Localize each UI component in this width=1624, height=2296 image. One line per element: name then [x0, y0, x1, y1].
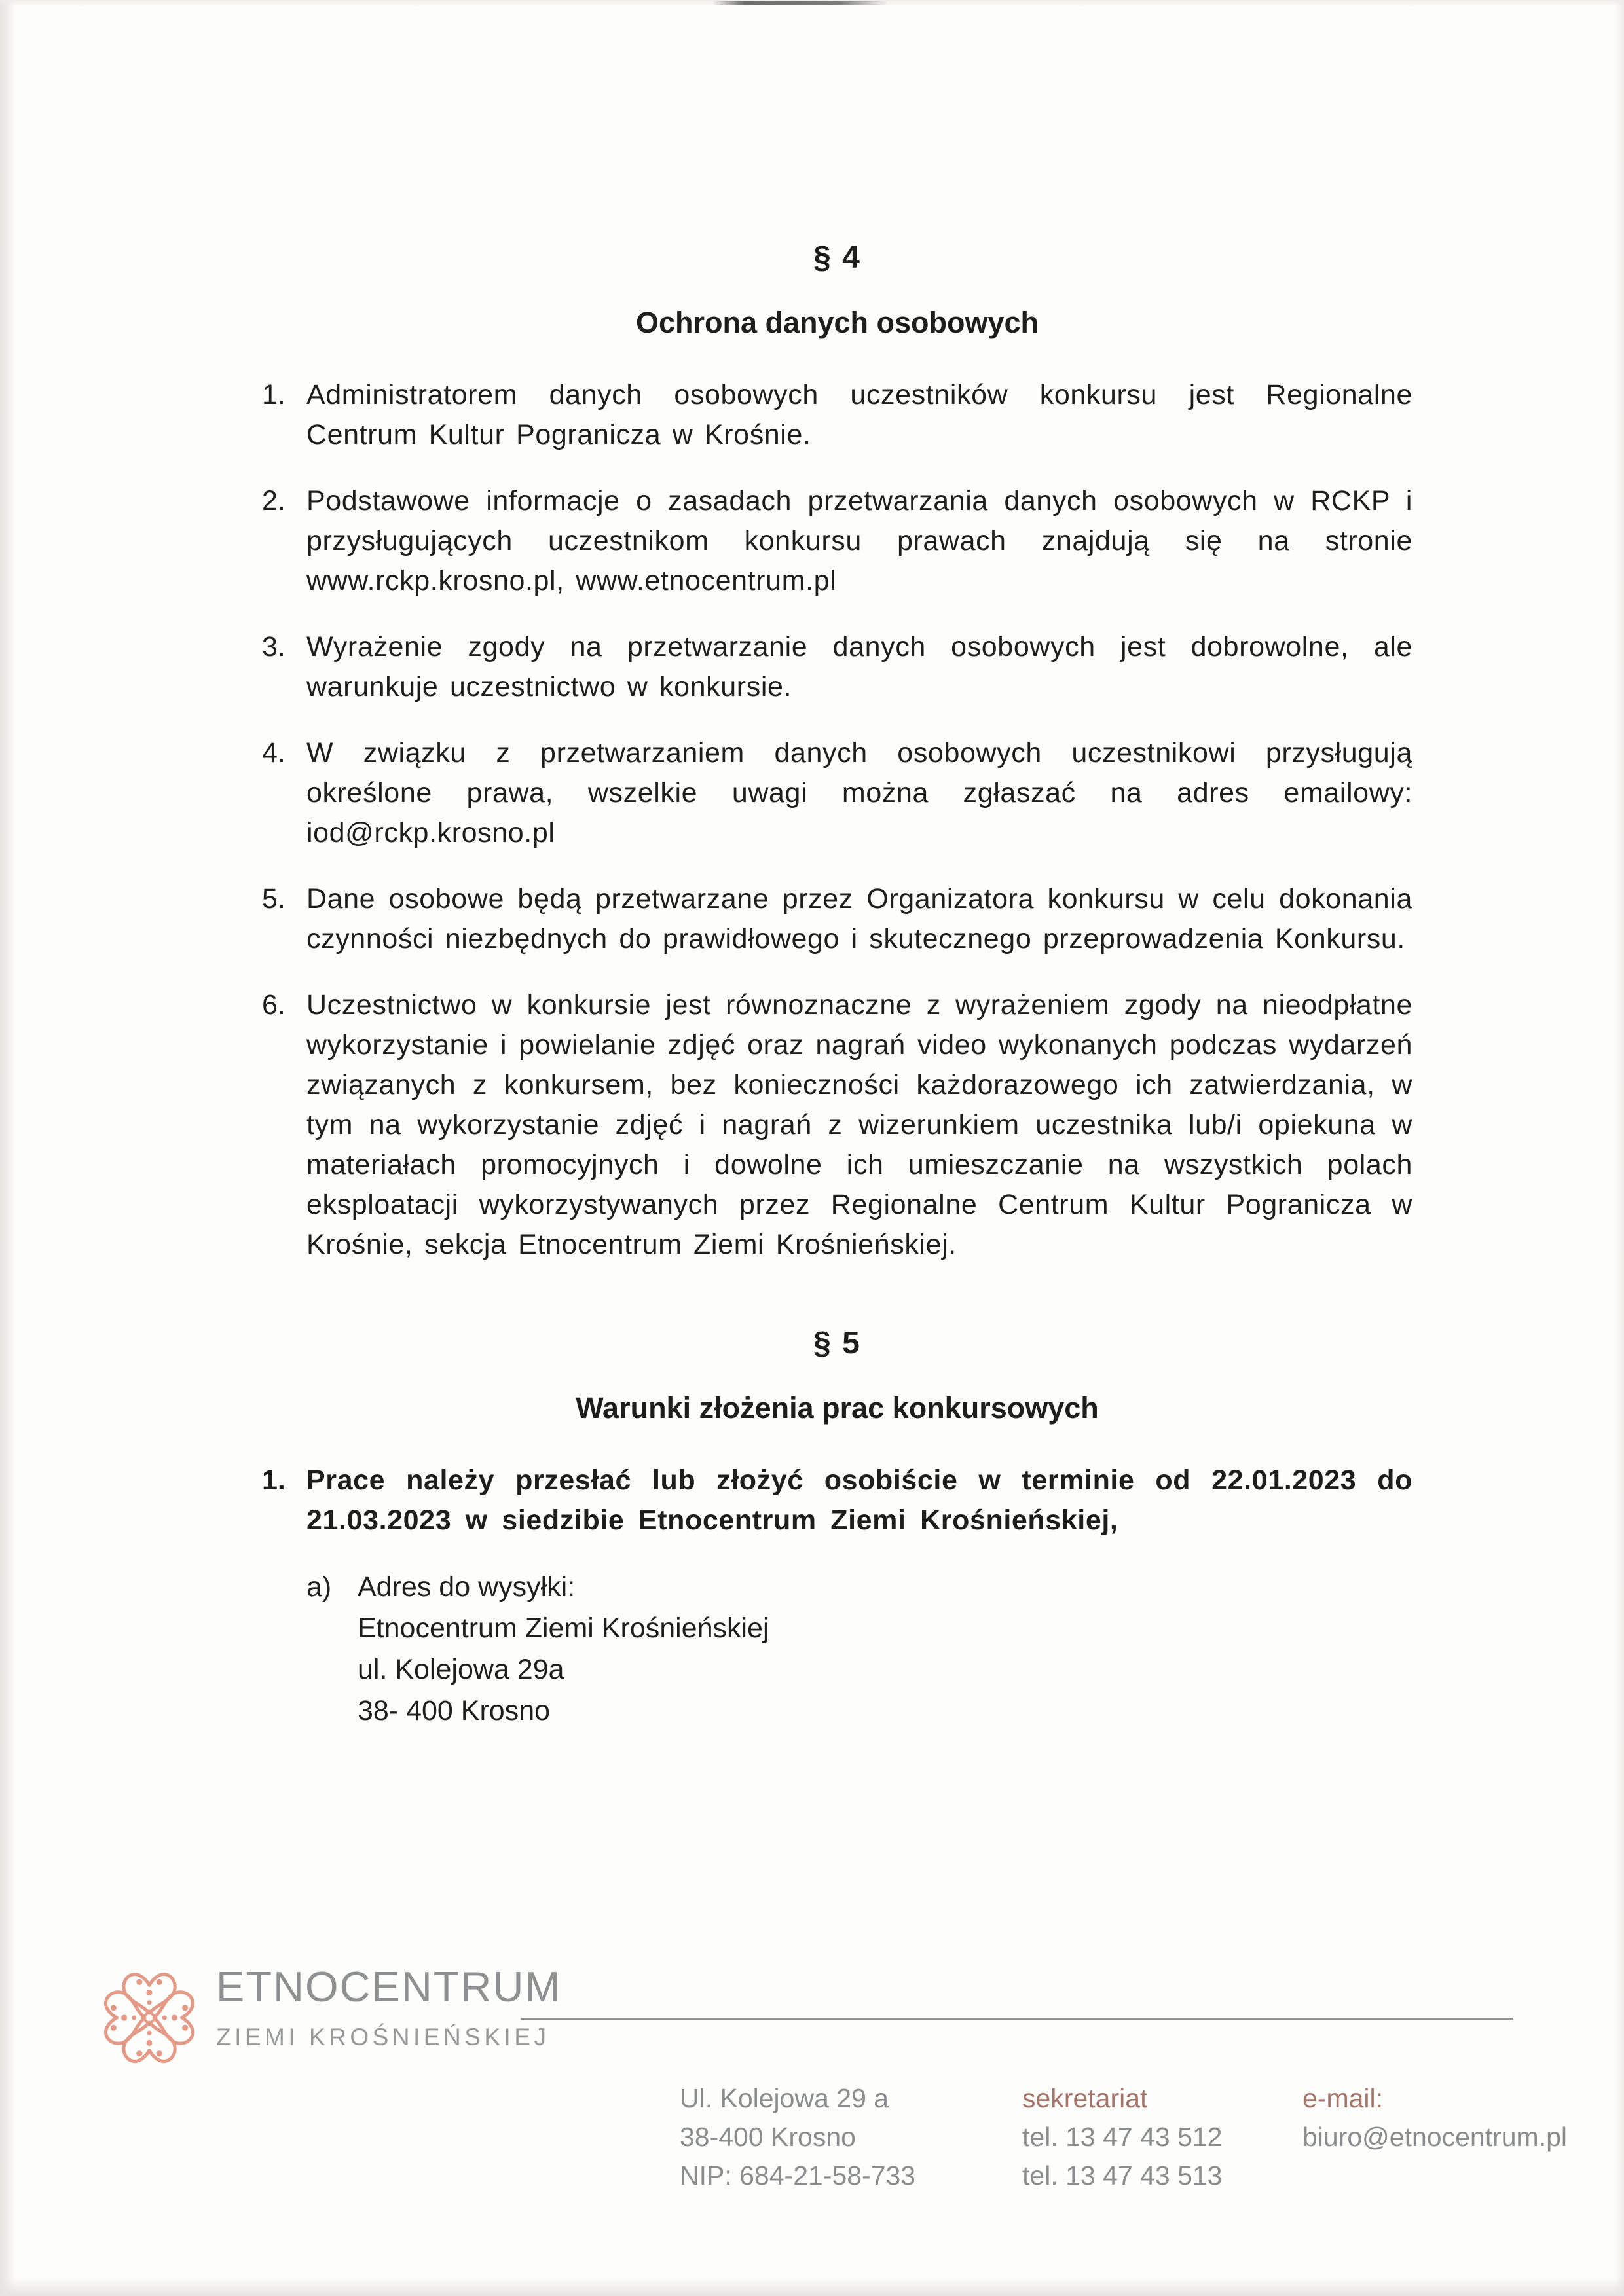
- list-item-text: W związku z przetwarzaniem danych osobowych uczestnikowi przysługują określone prawa, wszelkie uwagi można zgłaszać na adres emailowy: iod@rckp.krosno.pl: [306, 737, 1412, 848]
- list-item-text: Wyrażenie zgody na przetwarzanie danych osobowych jest dobrowolne, ale warunkuje uczestnictwo w konkursie.: [306, 631, 1412, 702]
- footer-phone-2: tel. 13 47 43 513: [1022, 2160, 1223, 2191]
- footer-city: 38-400 Krosno: [680, 2122, 856, 2152]
- list-item: [262, 733, 1412, 853]
- sub-list-item-letter: a): [306, 1571, 332, 1603]
- list-item-number: 3.: [262, 631, 286, 663]
- section-4-title: Ochrona danych osobowych: [635, 306, 1039, 339]
- list-item-number: 5.: [262, 883, 286, 915]
- list-item-text: Prace należy przesłać lub złożyć osobiście w terminie od 22.01.2023 do 21.03.2023 w siedzibie Etnocentrum Ziemi Krośnieńskiej,: [306, 1465, 1412, 1536]
- footer-secretariat-column: [1022, 2079, 1302, 2195]
- list-item-text: Administratorem danych osobowych uczestników konkursu jest Regionalne Centrum Kultur Pogranicza w Krośnie.: [306, 379, 1412, 450]
- section-5-title: Warunki złożenia prac konkursowych: [576, 1391, 1099, 1425]
- list-item-text: Podstawowe informacje o zasadach przetwarzania danych osobowych w RCKP i przysługujących uczestnikom konkursu prawach znajdują się na stronie www.rckp.krosno.pl, www.etnocentrum.pl: [306, 485, 1412, 596]
- address-line: 38- 400 Krosno: [358, 1695, 551, 1726]
- logo-name: ETNOCENTRUM: [216, 1963, 562, 2011]
- list-item-number: 2.: [262, 485, 286, 517]
- scan-edge-shadow-bottom: [0, 2278, 1624, 2296]
- address-line: Adres do wysyłki:: [358, 1571, 576, 1603]
- footer-email-address: biuro@etnocentrum.pl: [1302, 2122, 1567, 2152]
- list-item: [262, 375, 1412, 455]
- footer-email-column: [1302, 2079, 1567, 2195]
- footer-phone-1: tel. 13 47 43 512: [1022, 2122, 1223, 2152]
- list-item-text: Uczestnictwo w konkursie jest równoznaczne z wyrażeniem zgody na nieodpłatne wykorzystanie i powielanie zdjęć oraz nagrań video wykonanych podczas wydarzeń związanych z konkursem, bez konieczności każdorazowego ich zatwierdzania, w tym na wykorzystanie zdjęć i nagrań z wizerunkiem uczestnika lub/i opiekuna w materiałach promocyjnych i dowolne ich umieszczanie na wszystkich polach eksploatacji wykorzystywanych przez Regionalne Centrum Kultur Pogranicza w Krośnie, sekcja Etnocentrum Ziemi Krośnieńskiej.: [306, 989, 1412, 1260]
- address-line: ul. Kolejowa 29a: [358, 1654, 564, 1685]
- footer-email-label: e-mail:: [1302, 2083, 1384, 2113]
- footer-divider-line: [521, 2018, 1513, 2020]
- section-4-mark: § 4: [813, 240, 861, 275]
- scan-edge-shadow-left: [0, 0, 16, 2296]
- footer-secretariat-label: sekretariat: [1022, 2083, 1148, 2113]
- sub-list-item: [306, 1567, 1412, 1732]
- list-item: [262, 481, 1412, 601]
- document-body: [262, 0, 1412, 1732]
- list-item-text: Dane osobowe będą przetwarzane przez Organizatora konkursu w celu dokonania czynności niezbędnych do prawidłowego i skutecznego przeprowadzenia Konkursu.: [306, 883, 1412, 955]
- section-5-mark: § 5: [813, 1326, 861, 1360]
- section-5: [262, 1325, 1412, 1732]
- list-item-number: 4.: [262, 737, 286, 769]
- footer-address-column: [680, 2079, 1022, 2195]
- address-line: Etnocentrum Ziemi Krośnieńskiej: [358, 1613, 769, 1644]
- list-item: [262, 985, 1412, 1265]
- list-item-number: 1.: [262, 379, 286, 410]
- footer-contact-columns: [680, 2079, 1567, 2195]
- clover-hearts-logo-icon: [93, 1960, 206, 2075]
- scan-edge-shadow-right: [1615, 0, 1624, 2296]
- list-item: [262, 1461, 1412, 1540]
- logo-subtitle: ZIEMI KROŚNIEŃSKIEJ: [216, 2024, 550, 2050]
- footer-street: Ul. Kolejowa 29 a: [680, 2083, 889, 2113]
- list-item: [262, 627, 1412, 707]
- logo-text: [216, 1960, 562, 2051]
- list-item: [262, 879, 1412, 959]
- list-item-number: 1.: [262, 1465, 286, 1496]
- list-item-number: 6.: [262, 989, 286, 1021]
- section-4: [262, 240, 1412, 1265]
- shipping-address-block: [358, 1567, 1412, 1732]
- etnocentrum-logo: [93, 1960, 562, 2075]
- footer-nip: NIP: 684-21-58-733: [680, 2160, 916, 2191]
